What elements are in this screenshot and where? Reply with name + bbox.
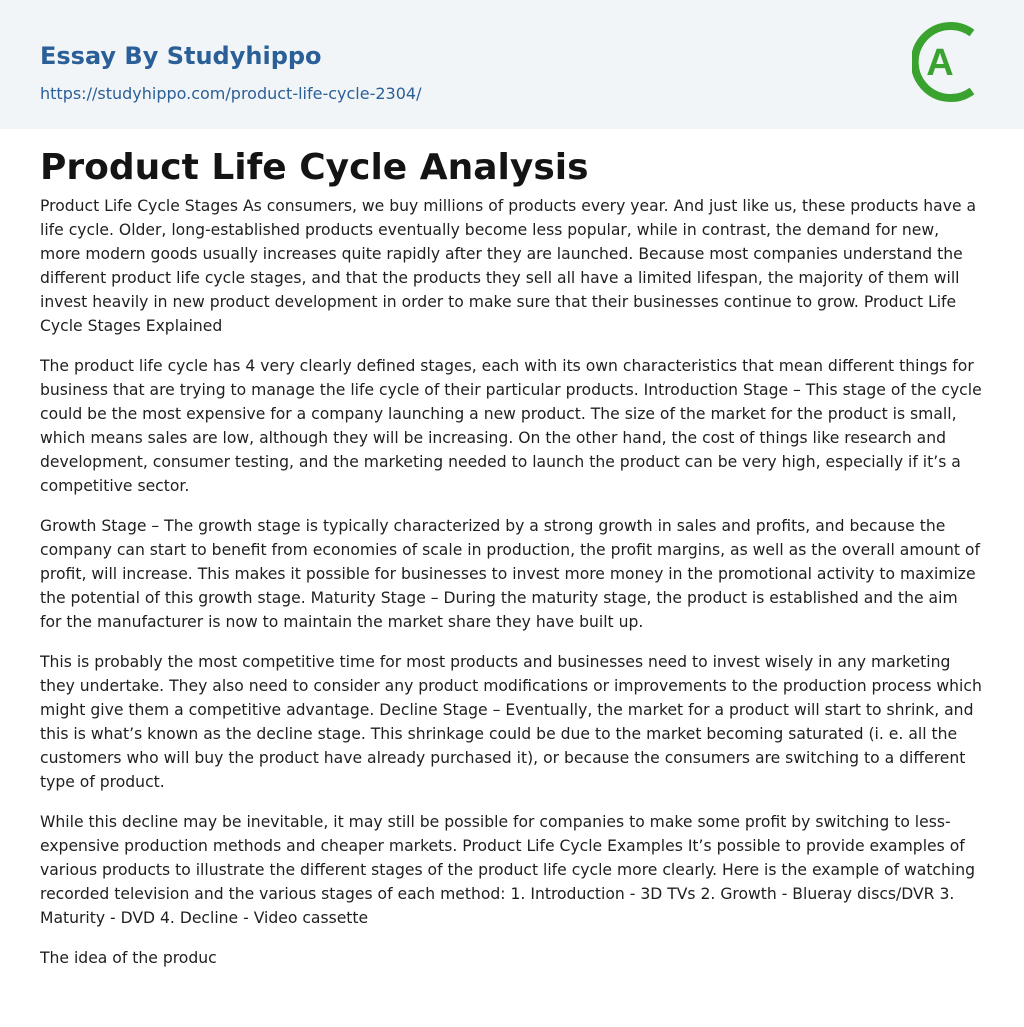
- paragraph: While this decline may be inevitable, it may still be possible for companies to make some profit by switching to less-expensive production methods and cheaper markets. Product Life Cycle Examples It’s possible to provide examples of various products to illustrate the different stages of the product life cycle more clearly. Here is the example of watching recorded television and the various stages of each method: 1. Introduction - 3D TVs 2. Growth - Blueray discs/DVR 3. Maturity - DVD 4. Decline - Video cassette: [40, 813, 976, 927]
- paragraph: This is probably the most competitive time for most products and businesses need to invest wisely in any marketing they undertake. They also need to consider any product modifications or improvements to the production process which might give them a competitive advantage. Decline Stage – Eventually, the market for a product will start to shrink, and this is what’s known as the decline stage. This shrinkage could be due to the market becoming saturated (i. e. all the customers who will buy the product have already purchased it), or because the consumers are switching to a different type of product.: [40, 653, 982, 791]
- brand-title[interactable]: Essay By Studyhippo: [40, 42, 322, 70]
- logo-letter: A: [926, 42, 954, 84]
- studyhippo-logo-icon[interactable]: [912, 19, 986, 105]
- source-url-link[interactable]: https://studyhippo.com/product-life-cycle-2304/: [40, 84, 422, 103]
- paragraph: Growth Stage – The growth stage is typically characterized by a strong growth in sales and profits, and because the company can start to benefit from economies of scale in production, the profit margins, as well as the overall amount of profit, will increase. This makes it possible for businesses to invest more money in the promotional activity to maximize the potential of this growth stage. Maturity Stage – During the maturity stage, the product is established and the aim for the manufacturer is now to maintain the market share they have built up.: [40, 517, 980, 631]
- article-body: [40, 194, 984, 986]
- page-title: Product Life Cycle Analysis: [40, 147, 589, 188]
- paragraph: The product life cycle has 4 very clearly defined stages, each with its own characteristics that mean different things for business that are trying to manage the life cycle of their particular products. Introduction Stage – This stage of the cycle could be the most expensive for a company launching a new product. The size of the market for the product is small, which means sales are low, although they will be increasing. On the other hand, the cost of things like research and development, consumer testing, and the marketing needed to launch the product can be very high, especially if it’s a competitive sector.: [40, 357, 982, 495]
- paragraph: Product Life Cycle Stages As consumers, we buy millions of products every year. And just like us, these products have a life cycle. Older, long-established products eventually become less popular, while in contrast, the demand for new, more modern goods usually increases quite rapidly after they are launched. Because most companies understand the different product life cycle stages, and that the products they sell all have a limited lifespan, the majority of them will invest heavily in new product development in order to make sure that their businesses continue to grow. Product Life Cycle Stages Explained: [40, 197, 977, 335]
- paragraph-truncated: The idea of the produc: [40, 949, 217, 967]
